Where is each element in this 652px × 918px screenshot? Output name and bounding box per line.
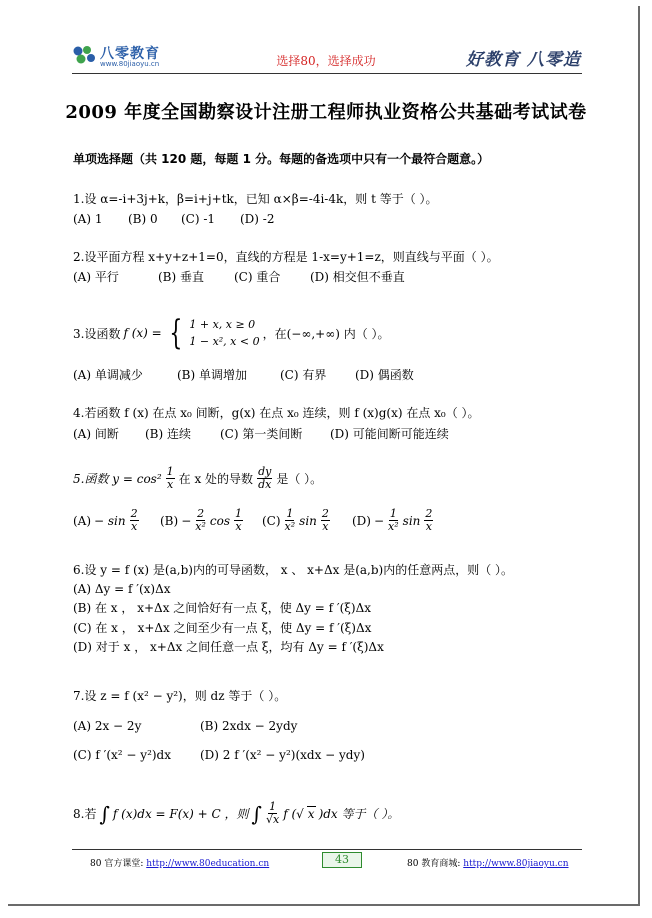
footer-left-label: 80 官方课堂: [90, 859, 144, 869]
q8-integral-2c: )dx 等于（ ）。 [318, 807, 400, 821]
q5-option-c-label: (C) [262, 513, 281, 528]
q5-option-b-label: (B) [160, 513, 179, 528]
question-1-stem: 1.设 α=-i+3j+k，β=i+j+tk，已知 α×β=-4i-4k，则 t 等于（ ）。 [73, 192, 438, 206]
q5-option-a-num: 2 [130, 507, 138, 520]
footer-right-link[interactable]: http://www.80jiaoyu.cn [463, 859, 569, 869]
question-6-stem: 6.设 y = f (x) 是(a,b)内的可导函数， x 、 x+Δx 是(a,b)内的任意两点，则（ ）。 [73, 563, 514, 577]
q3-case-2: 1 − x², x < 0 [189, 335, 260, 348]
q3-piecewise [189, 316, 259, 350]
q8-fraction [266, 801, 279, 826]
q1-option-a: (A) 1 [73, 212, 103, 226]
q5-option-d-num2: 2 [425, 507, 433, 520]
q5-option-d-den2: x [425, 520, 433, 533]
q7-option-b: (B) 2xdx − 2ydy [200, 719, 298, 733]
header-rule [72, 73, 582, 74]
q1-option-c: (C) -1 [181, 212, 216, 226]
q5-option-c-frac2 [321, 508, 330, 533]
q5-option-c-num: 1 [286, 507, 294, 520]
q3-fx: f (x) = [123, 326, 162, 340]
q6-option-a: (A) Δy = f ′(x)Δx [73, 582, 171, 596]
q4-option-d: (D) 可能间断可能连续 [330, 427, 449, 441]
page-header [0, 0, 652, 80]
exam-title: 2009 年度全国勘察设计注册工程师执业资格公共基础考试试卷 [65, 102, 587, 123]
integral-icon: ∫ [99, 801, 110, 826]
q5-option-d-frac2 [424, 508, 433, 533]
q5-option-d-label: (D) [352, 513, 371, 528]
q5-option-c-num2: 2 [321, 507, 329, 520]
q5-option-d-frac1 [388, 508, 399, 533]
page-frame [8, 6, 640, 906]
q5-option-a-frac [130, 508, 139, 533]
left-brace-icon: { [169, 313, 183, 353]
q7-option-d: (D) 2 f ′(x² − y²)(xdx − ydy) [200, 748, 365, 762]
q5-option-d-pre: − [373, 513, 385, 528]
footer-right-label: 80 教育商城: [407, 859, 461, 869]
q2-option-a: (A) 平行 [73, 270, 119, 284]
q8-frac-den: √x [265, 813, 280, 826]
q5-option-d [352, 508, 434, 533]
q5-option-d-num: 1 [389, 507, 397, 520]
footer-left [90, 856, 269, 869]
q5-option-b-frac1 [195, 508, 206, 533]
q5-option-a-pre: − sin [94, 513, 126, 528]
section-heading: 单项选择题（共 120 题，每题 1 分。每题的备选项中只有一个最符合题意。） [73, 152, 490, 166]
q3-option-b: (B) 单调增加 [177, 368, 247, 382]
footer-left-link[interactable]: http://www.80education.cn [146, 859, 270, 869]
footer-right [407, 856, 569, 869]
question-5-stem [73, 466, 322, 491]
q5-frac2-den: dx [258, 478, 272, 491]
q3-option-d: (D) 偶函数 [355, 368, 414, 382]
logo-name: 八零教育 [100, 46, 160, 62]
q5-fraction-2 [257, 466, 272, 491]
q6-option-c: (C) 在 x ， x+Δx 之间至少有一点 ξ，使 Δy = f ′(ξ)Δx [73, 621, 372, 635]
q5-option-c-mid: sin [299, 513, 317, 528]
q3-case-1: 1 + x, x ≥ 0 [189, 318, 256, 331]
question-4-stem: 4.若函数 f (x) 在点 x₀ 间断，g(x) 在点 x₀ 连续，则 f (x)g(x) 在点 x₀（ ）。 [73, 406, 480, 420]
logo-url: www.80jiaoyu.cn [100, 60, 160, 68]
q5-frac2-num: dy [258, 465, 272, 478]
question-3-stem [73, 313, 390, 353]
q5-option-b-den: x² [195, 520, 206, 533]
q4-option-c: (C) 第一类间断 [220, 427, 303, 441]
q8-integral-2a: f ( [283, 806, 297, 821]
q5-option-c-frac1 [285, 508, 296, 533]
q5-option-c [262, 508, 331, 533]
q5-option-b-num2: 1 [234, 507, 242, 520]
footer-rule [72, 849, 582, 850]
q5-prefix: 5.函数 y = cos² [73, 472, 162, 486]
q5-option-d-mid: sin [402, 513, 421, 528]
q2-option-b: (B) 垂直 [158, 270, 204, 284]
page-number: 43 [322, 852, 362, 868]
q7-option-a: (A) 2x − 2y [73, 719, 142, 733]
q3-prefix: 3.设函数 [73, 326, 121, 341]
q5-option-a [73, 508, 140, 533]
q5-fraction-1 [166, 466, 175, 491]
q5-suffix: 是（ ）。 [276, 472, 323, 486]
q8-integral-1: f (x)dx = F(x) + C ，则 [112, 807, 249, 821]
q8-sqrt-arg: x [307, 807, 315, 821]
q5-option-a-label: (A) [73, 513, 92, 528]
question-8-stem: 8.若 ∫ f (x)dx = F(x) + C ，则 ∫ $\frac{1}{√x}$ f ( √ x )dx 等于（ ）。 [73, 800, 400, 826]
q1-option-d: (D) -2 [240, 212, 275, 226]
q4-option-b: (B) 连续 [145, 427, 191, 441]
q5-option-d-den: x² [388, 520, 399, 533]
q5-option-b [160, 508, 244, 533]
q5-mid: 在 x 处的导数 [178, 472, 254, 486]
integral-icon: ∫ [251, 801, 262, 826]
q5-option-b-pre: − [181, 513, 192, 528]
calligraphy-slogan: 好教育 八零造 [466, 50, 581, 70]
q8-prefix: 8.若 [73, 807, 97, 821]
q5-option-b-den2: x [235, 520, 242, 533]
q5-option-b-num: 2 [197, 507, 205, 520]
header-slogan: 选择80，选择成功 [276, 54, 376, 68]
q8-frac-num: 1 [269, 800, 277, 813]
q6-option-d: (D) 对于 x ， x+Δx 之间任意一点 ξ，均有 Δy = f ′(ξ)Δx [73, 640, 384, 654]
q2-option-c: (C) 重合 [234, 270, 281, 284]
question-7-stem: 7.设 z = f (x² − y²)，则 dz 等于（ ）。 [73, 689, 287, 703]
q7-option-c: (C) f ′(x² − y²)dx [73, 748, 172, 762]
q4-option-a: (A) 间断 [73, 427, 119, 441]
q5-option-a-den: x [131, 520, 138, 533]
q5-frac1-den: x [167, 478, 174, 491]
q3-option-a: (A) 单调减少 [73, 368, 143, 382]
q6-option-b: (B) 在 x ， x+Δx 之间恰好有一点 ξ，使 Δy = f ′(ξ)Δx [73, 601, 372, 615]
q5-option-b-frac2 [234, 508, 243, 533]
q3-suffix: ，在(−∞,+∞) 内（ ）。 [262, 326, 390, 341]
q2-option-d: (D) 相交但不垂直 [310, 270, 405, 284]
q5-option-b-mid: cos [209, 513, 230, 528]
q5-frac1-num: 1 [166, 465, 174, 478]
q5-option-c-den2: x [322, 520, 329, 533]
question-2-stem: 2.设平面方程 x+y+z+1=0，直线的方程是 1-x=y+1=z，则直线与平面（ ）。 [73, 250, 499, 264]
q1-option-b: (B) 0 [128, 212, 158, 226]
q5-option-c-den: x² [284, 520, 296, 533]
q3-option-c: (C) 有界 [280, 368, 327, 382]
